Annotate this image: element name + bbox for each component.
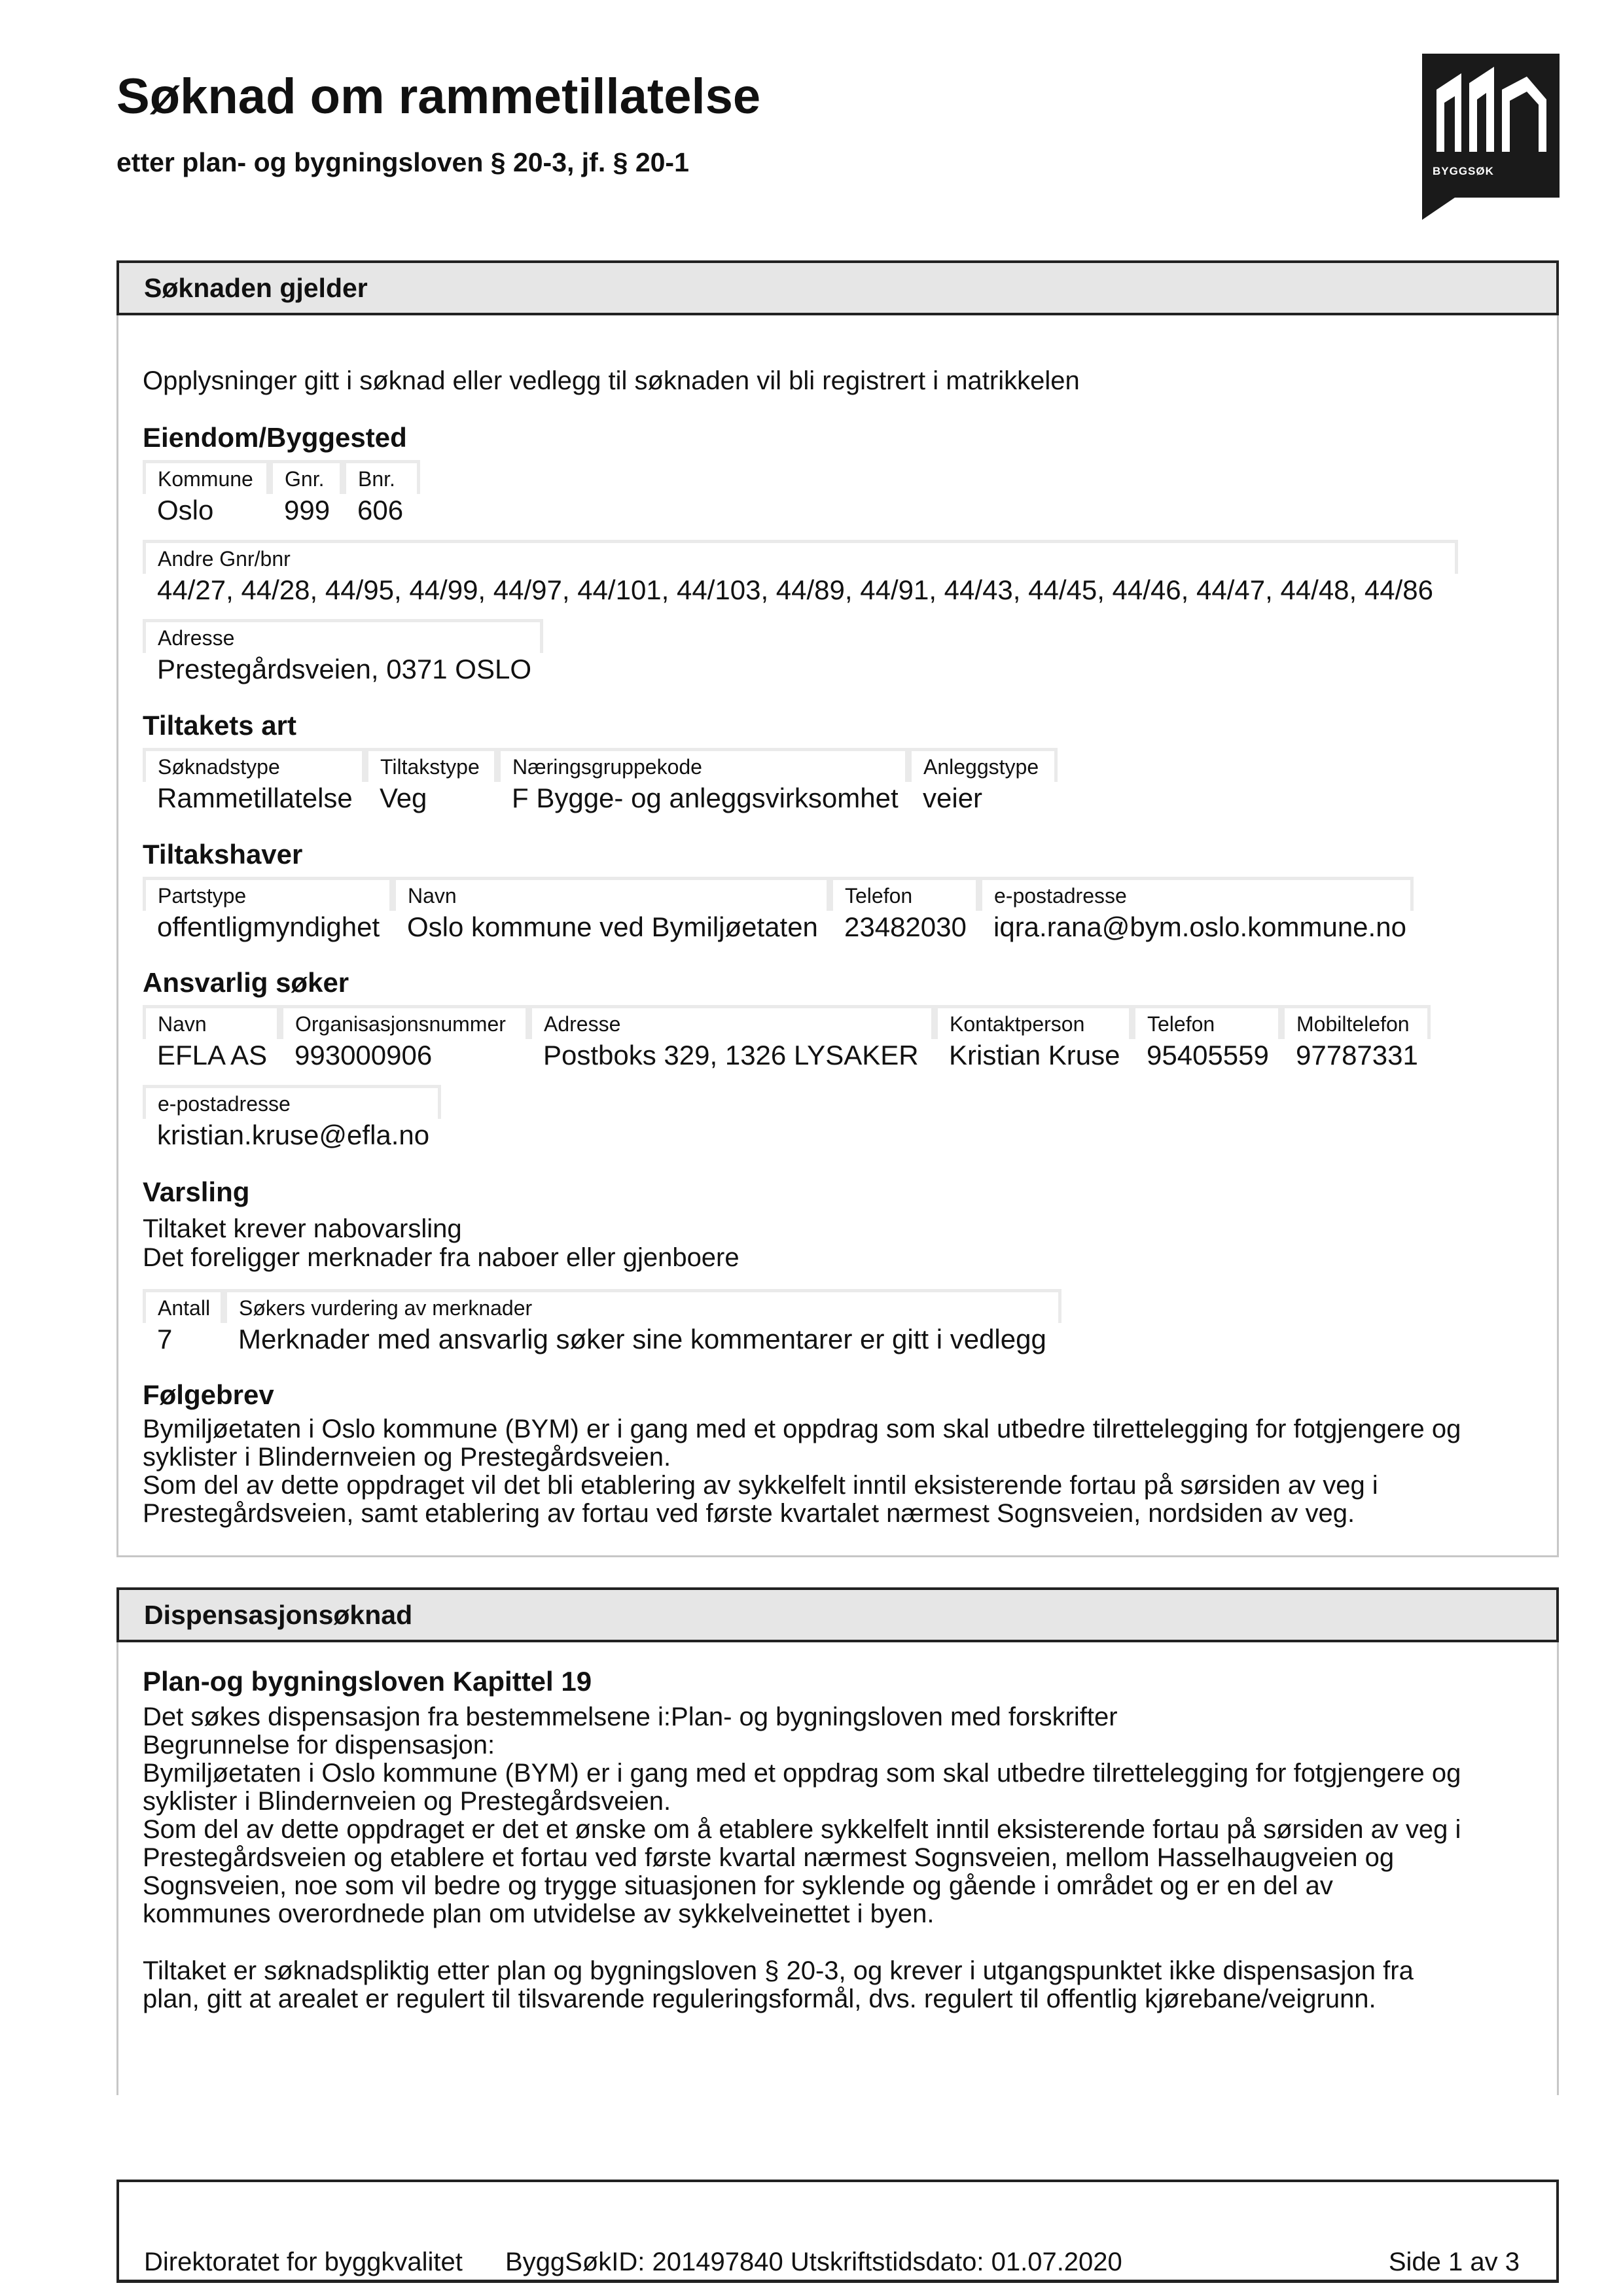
heading-eiendom: Eiendom/Byggested: [143, 422, 407, 453]
heading-tiltakets-art: Tiltakets art: [143, 710, 296, 741]
value-gnr: 999: [284, 495, 330, 525]
label-naeringsgruppekode: Næringsgruppekode: [497, 748, 908, 782]
label-tiltakstype: Tiltakstype: [365, 748, 497, 782]
dispensasjon-text: [143, 1703, 1563, 1928]
value-sokers-vurdering: Merknader med ansvarlig søker sine kommentarer er gitt i vedlegg: [238, 1324, 1046, 1354]
varsling-line2: Det foreligger merknader fra naboer eller gjenboere: [143, 1243, 740, 1272]
heading-folgebrev: Følgebrev: [143, 1379, 274, 1410]
heading-tiltakshaver: Tiltakshaver: [143, 839, 303, 870]
dispensasjon-line: Bymiljøetaten i Oslo kommune (BYM) er i gang med et oppdrag som skal utbedre tilrettelegging for fotgjengere og: [143, 1759, 1461, 1788]
value-kommune: Oslo: [157, 495, 214, 525]
label-ansvarlig-navn: Navn: [143, 1005, 280, 1039]
page-subtitle: etter plan- og bygningsloven § 20-3, jf. § 20-1: [116, 147, 689, 177]
dispensasjon-line: kommunes overordnede plan om utvidelse av sykkelveinettet i byen.: [143, 1899, 935, 1928]
value-bnr: 606: [357, 495, 404, 525]
value-antall: 7: [157, 1324, 173, 1354]
footer-page-number: Side 1 av 3: [1388, 2248, 1520, 2276]
dispensasjon-line: Det søkes dispensasjon fra bestemmelsene i:Plan- og bygningsloven med forskrifter: [143, 1703, 1118, 1731]
dispensasjon-line: Prestegårdsveien og etablere et fortau ved første kvartal nærmest Sognsveien, mellom Hasselhaugveien og: [143, 1843, 1395, 1872]
value-tiltakshaver-telefon: 23482030: [844, 911, 967, 942]
value-ansvarlig-telefon: 95405559: [1147, 1040, 1269, 1070]
dispensasjon-line: syklister i Blindernveien og Prestegårdsveien.: [143, 1787, 671, 1816]
folgebrev-line: Bymiljøetaten i Oslo kommune (BYM) er i gang med et oppdrag som skal utbedre tilrettelegging for fotgjengere og: [143, 1415, 1461, 1443]
label-kontaktperson: Kontaktperson: [935, 1005, 1132, 1039]
folgebrev-line: Som del av dette oppdraget vil det bli etablering av sykkelfelt inntil eksisterende fortau på sørsiden av veg i: [143, 1471, 1378, 1500]
folgebrev-text: [143, 1415, 1563, 1528]
page-title: Søknad om rammetillatelse: [116, 69, 761, 124]
label-adresse: Adresse: [143, 619, 543, 653]
label-bnr: Bnr.: [343, 460, 420, 494]
footer-byggsok-id: ByggSøkID: 201497840 Utskriftstidsdato: 01.07.2020: [505, 2248, 1122, 2276]
label-ansvarlig-telefon: Telefon: [1132, 1005, 1281, 1039]
building-logo-icon: [1422, 54, 1560, 165]
value-tiltakstype: Veg: [380, 783, 427, 813]
label-tiltakshaver-navn: Navn: [393, 877, 830, 911]
dispensasjon-line: Sognsveien, noe som vil bedre og trygge situasjonen for syklende og gående i området og er en del av: [143, 1871, 1333, 1900]
label-soknadstype: Søknadstype: [143, 748, 365, 782]
logo-text: BYGGSØK: [1433, 165, 1494, 177]
label-anleggstype: Anleggstype: [908, 748, 1058, 782]
section-header-dispensasjon: Dispensasjonsøknad: [116, 1587, 1559, 1642]
value-partstype: offentligmyndighet: [157, 911, 380, 942]
label-mobiltelefon: Mobiltelefon: [1281, 1005, 1431, 1039]
heading-ansvarlig-soker: Ansvarlig søker: [143, 967, 349, 998]
dispensasjon-line: plan, gitt at arealet er regulert til tilsvarende reguleringsformål, dvs. regulert til offentlig kjørebane/veigrunn.: [143, 1985, 1376, 2013]
value-andre-gnr-bnr: 44/27, 44/28, 44/95, 44/99, 44/97, 44/101, 44/103, 44/89, 44/91, 44/43, 44/45, 44/46, 44/47, 44/48, 44/86: [157, 574, 1433, 605]
label-ansvarlig-epost: e-postadresse: [143, 1085, 441, 1119]
dispensasjon-line: Tiltaket er søknadspliktig etter plan og bygningsloven § 20-3, og krever i utgangspunktet ikke dispensasjon fra: [143, 1956, 1414, 1985]
value-ansvarlig-epost: kristian.kruse@efla.no: [157, 1120, 430, 1150]
value-kontaktperson: Kristian Kruse: [949, 1040, 1120, 1070]
intro-text: Opplysninger gitt i søknad eller vedlegg til søknaden vil bli registrert i matrikkelen: [143, 366, 1080, 395]
value-organisasjonsnummer: 993000906: [294, 1040, 433, 1070]
dispensasjon-text-2: [143, 1957, 1563, 2013]
label-ansvarlig-adresse: Adresse: [529, 1005, 935, 1039]
folgebrev-line: Prestegårdsveien, samt etablering av fortau ved første kvartalet nærmest Sognsveien, nordsiden av veg.: [143, 1499, 1355, 1528]
value-tiltakshaver-navn: Oslo kommune ved Bymiljøetaten: [407, 911, 818, 942]
label-partstype: Partstype: [143, 877, 393, 911]
byggsok-logo: [1422, 54, 1560, 198]
section-header-soknaden-gjelder: Søknaden gjelder: [116, 260, 1559, 315]
label-gnr: Gnr.: [270, 460, 343, 494]
heading-varsling: Varsling: [143, 1176, 250, 1207]
value-ansvarlig-adresse: Postboks 329, 1326 LYSAKER: [543, 1040, 919, 1070]
label-kommune: Kommune: [143, 460, 270, 494]
label-andre-gnr-bnr: Andre Gnr/bnr: [143, 540, 1458, 574]
dispensasjon-line: Som del av dette oppdraget er det et ønske om å etablere sykkelfelt inntil eksisterende fortau på sørsiden av veg i: [143, 1815, 1461, 1844]
label-antall: Antall: [143, 1289, 224, 1323]
folgebrev-line: syklister i Blindernveien og Prestegårdsveien.: [143, 1443, 671, 1472]
value-tiltakshaver-epost: iqra.rana@bym.oslo.kommune.no: [993, 911, 1406, 942]
footer-org: Direktoratet for byggkvalitet: [144, 2248, 463, 2276]
label-tiltakshaver-epost: e-postadresse: [979, 877, 1414, 911]
page-footer: [116, 2180, 1559, 2283]
value-mobiltelefon: 97787331: [1296, 1040, 1418, 1070]
logo-tail: [1422, 198, 1455, 220]
heading-plan-og-bygningsloven: Plan-og bygningsloven Kapittel 19: [143, 1666, 592, 1697]
varsling-line1: Tiltaket krever nabovarsling: [143, 1214, 462, 1243]
value-adresse: Prestegårdsveien, 0371 OSLO: [157, 654, 532, 684]
value-ansvarlig-navn: EFLA AS: [157, 1040, 268, 1070]
label-sokers-vurdering: Søkers vurdering av merknader: [224, 1289, 1061, 1323]
dispensasjon-line: Begrunnelse for dispensasjon:: [143, 1731, 495, 1759]
label-organisasjonsnummer: Organisasjonsnummer: [280, 1005, 529, 1039]
value-anleggstype: veier: [923, 783, 983, 813]
value-soknadstype: Rammetillatelse: [157, 783, 353, 813]
value-naeringsgruppekode: F Bygge- og anleggsvirksomhet: [512, 783, 899, 813]
label-tiltakshaver-telefon: Telefon: [830, 877, 979, 911]
